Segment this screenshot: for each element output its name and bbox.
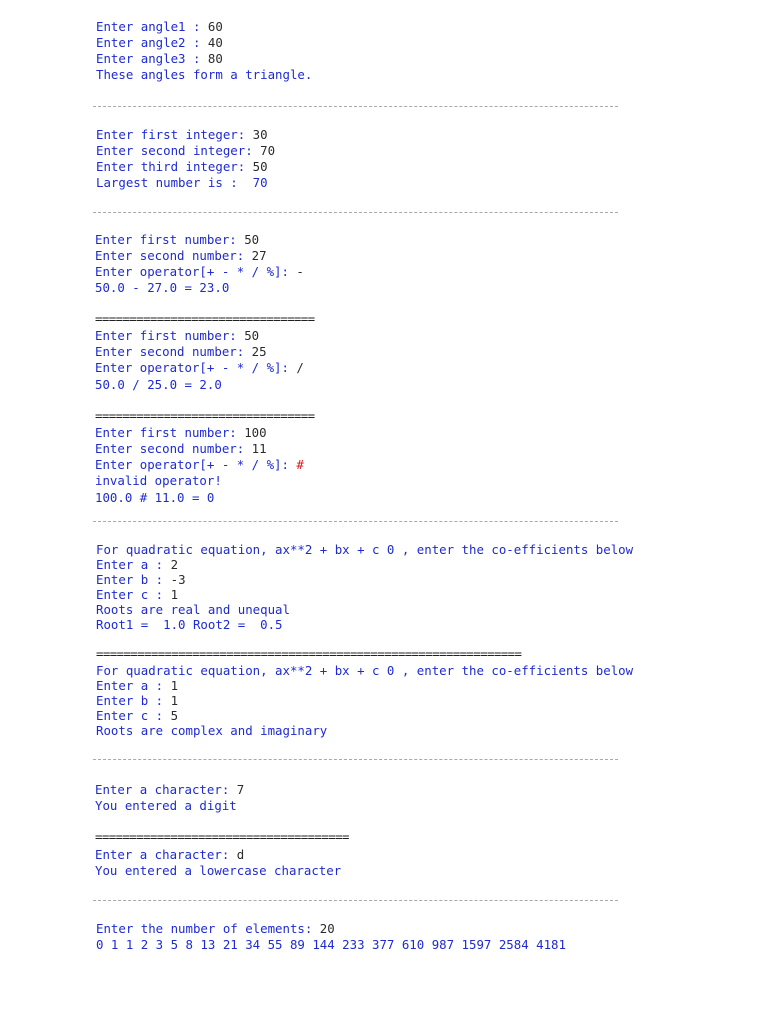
calc-second-value: 25	[251, 344, 267, 359]
coef-c-prompt: Enter c :	[96, 587, 171, 602]
angle1-line	[96, 19, 223, 35]
quad1-b-line	[96, 572, 186, 588]
elements-count-value: 20	[319, 921, 335, 936]
angle3-prompt: Enter angle3 :	[96, 51, 208, 66]
first-integer-line	[96, 127, 268, 143]
coef-c-value: 1	[170, 587, 179, 602]
calc1-first-line	[95, 232, 259, 248]
calc3-first-line	[95, 425, 267, 441]
character-prompt: Enter a character:	[95, 782, 237, 797]
calc-first-prompt: Enter first number:	[95, 232, 245, 247]
calc-second-prompt: Enter second number:	[95, 441, 252, 456]
fibonacci-sequence: 0 1 1 2 3 5 8 13 21 34 55 89 144 233 377 610 987 1597 2584 4181	[96, 937, 566, 952]
quad1-c-line	[96, 587, 178, 603]
section-divider	[93, 759, 618, 760]
equals-separator: =====================================	[95, 829, 349, 844]
calc-first-value: 50	[244, 328, 260, 343]
coef-b-value: -3	[170, 572, 186, 587]
coef-a-prompt: Enter a :	[96, 557, 171, 572]
first-integer-prompt: Enter first integer:	[96, 127, 253, 142]
section-divider	[93, 521, 618, 522]
quad2-c-line	[96, 708, 178, 724]
second-integer-line	[96, 143, 275, 159]
equals-separator: ================================	[95, 311, 315, 326]
roots-values: Root1 = 1.0 Root2 = 0.5	[96, 617, 283, 632]
calc-operator-prompt: Enter operator[+ - * / %]:	[95, 264, 297, 279]
quad1-a-line	[96, 557, 178, 573]
calc2-first-line	[95, 328, 259, 344]
calc-second-prompt: Enter second number:	[95, 344, 252, 359]
calc-second-value: 27	[251, 248, 267, 263]
calc2-result: 50.0 / 25.0 = 2.0	[95, 377, 222, 392]
third-integer-value: 50	[252, 159, 268, 174]
coef-a-prompt: Enter a :	[96, 678, 171, 693]
coef-a-value: 2	[170, 557, 179, 572]
first-integer-value: 30	[252, 127, 268, 142]
coef-a-value: 1	[170, 678, 179, 693]
elements-count-line	[96, 921, 335, 937]
section-divider	[93, 212, 618, 213]
coef-c-prompt: Enter c :	[96, 708, 171, 723]
quadratic-intro: For quadratic equation, ax**2 + bx + c 0 , enter the co-efficients below	[96, 542, 634, 557]
quad2-a-line	[96, 678, 178, 694]
equals-separator: ================================	[95, 408, 315, 423]
angle3-line	[96, 51, 223, 67]
calc-first-value: 50	[244, 232, 260, 247]
angle2-prompt: Enter angle2 :	[96, 35, 208, 50]
calc3-operator-line	[95, 457, 304, 473]
calc1-result: 50.0 - 27.0 = 23.0	[95, 280, 230, 295]
third-integer-prompt: Enter third integer:	[96, 159, 253, 174]
character-result: You entered a digit	[95, 798, 237, 813]
calc-first-value: 100	[244, 425, 267, 440]
angle3-value: 80	[207, 51, 223, 66]
char1-line	[95, 782, 244, 798]
coef-b-value: 1	[170, 693, 179, 708]
second-integer-value: 70	[260, 143, 276, 158]
character-result: You entered a lowercase character	[95, 863, 342, 878]
third-integer-line	[96, 159, 268, 175]
invalid-operator-message: invalid operator!	[95, 473, 222, 488]
character-value: d	[236, 847, 245, 862]
calc3-result: 100.0 # 11.0 = 0	[95, 490, 215, 505]
calc-operator-value: -	[296, 264, 304, 279]
section-divider	[93, 900, 618, 901]
calc-operator-prompt: Enter operator[+ - * / %]:	[95, 360, 297, 375]
coef-b-prompt: Enter b :	[96, 693, 171, 708]
angle2-line	[96, 35, 223, 51]
roots-type-result: Roots are complex and imaginary	[96, 723, 328, 738]
calc1-second-line	[95, 248, 267, 264]
calc2-second-line	[95, 344, 267, 360]
character-value: 7	[236, 782, 245, 797]
calc-operator-prompt: Enter operator[+ - * / %]:	[95, 457, 297, 472]
quad2-b-line	[96, 693, 178, 709]
coef-c-value: 5	[170, 708, 179, 723]
calc-invalid-operator-value: #	[296, 457, 304, 472]
elements-count-prompt: Enter the number of elements:	[96, 921, 320, 936]
largest-result: Largest number is : 70	[96, 175, 268, 190]
angle1-value: 60	[207, 19, 223, 34]
char2-line	[95, 847, 244, 863]
calc-operator-value: /	[296, 360, 304, 375]
angle1-prompt: Enter angle1 :	[96, 19, 208, 34]
coef-b-prompt: Enter b :	[96, 572, 171, 587]
triangle-result: These angles form a triangle.	[96, 67, 313, 82]
calc-second-prompt: Enter second number:	[95, 248, 252, 263]
quadratic-intro: For quadratic equation, ax**2 + bx + c 0 , enter the co-efficients below	[96, 663, 634, 678]
calc1-operator-line	[95, 264, 304, 280]
calc-second-value: 11	[251, 441, 267, 456]
second-integer-prompt: Enter second integer:	[96, 143, 261, 158]
calc2-operator-line	[95, 360, 304, 376]
angle2-value: 40	[207, 35, 223, 50]
calc3-second-line	[95, 441, 267, 457]
character-prompt: Enter a character:	[95, 847, 237, 862]
equals-separator: ==============================================================	[96, 646, 522, 661]
calc-first-prompt: Enter first number:	[95, 328, 245, 343]
roots-type-result: Roots are real and unequal	[96, 602, 290, 617]
section-divider	[93, 106, 618, 107]
calc-first-prompt: Enter first number:	[95, 425, 245, 440]
